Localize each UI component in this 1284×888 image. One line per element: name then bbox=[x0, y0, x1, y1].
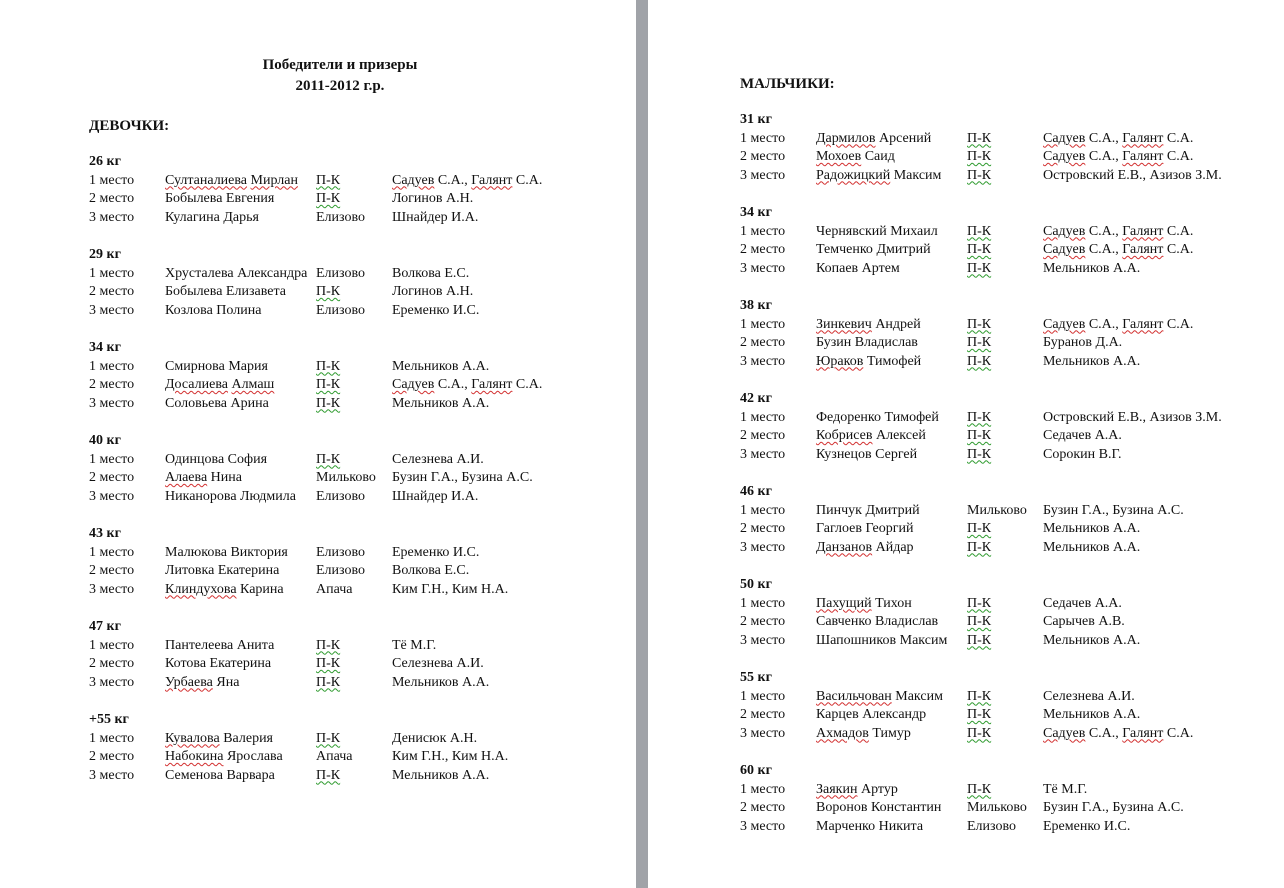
title-line-1: Победители и призеры bbox=[262, 57, 418, 73]
athlete-name: Урбаева Яна bbox=[165, 674, 240, 690]
coach-names: Мельников А.А. bbox=[392, 767, 490, 783]
place-label: 1 место bbox=[89, 358, 135, 374]
athlete-name: Досалиева Алмаш bbox=[165, 377, 275, 393]
club-name: Елизово bbox=[316, 209, 365, 225]
athlete-name: Алаева Нина bbox=[165, 470, 242, 486]
club-name: П-К bbox=[967, 167, 992, 183]
place-label: 1 место bbox=[89, 265, 135, 281]
coach-names: Мельников А.А. bbox=[1043, 260, 1141, 276]
result-row bbox=[89, 730, 478, 749]
coach-names: Бузин Г.А., Бузина А.С. bbox=[392, 470, 533, 486]
coach-names: Мельников А.А. bbox=[1043, 707, 1141, 723]
weight-category bbox=[89, 525, 509, 618]
athlete-name: Бузин Владислав bbox=[816, 335, 918, 351]
place-label: 1 место bbox=[89, 637, 135, 653]
club-name: П-К bbox=[967, 130, 992, 146]
place-label: 1 место bbox=[89, 172, 135, 188]
coach-names: Островский Е.В., Азизов З.М. bbox=[1043, 409, 1222, 425]
club-name: П-К bbox=[967, 149, 992, 165]
weight-category-label: 43 кг bbox=[89, 526, 121, 541]
place-label: 3 место bbox=[740, 818, 786, 834]
weight-category bbox=[740, 390, 1222, 483]
club-name: П-К bbox=[967, 781, 992, 797]
weight-category bbox=[740, 669, 1194, 762]
place-label: 3 место bbox=[89, 581, 135, 597]
club-name: Апача bbox=[316, 749, 353, 765]
club-name: П-К bbox=[967, 353, 992, 369]
weight-category bbox=[89, 432, 533, 525]
weight-category-label: 31 кг bbox=[740, 112, 772, 127]
coach-names: Бузин Г.А., Бузина А.С. bbox=[1043, 502, 1184, 518]
athlete-name: Радожицкий Максим bbox=[816, 167, 942, 183]
athlete-name: Шапошников Максим bbox=[816, 632, 948, 648]
coach-names: Еременко И.С. bbox=[392, 302, 480, 318]
club-name: П-К bbox=[967, 688, 992, 704]
place-label: 2 место bbox=[89, 284, 135, 300]
result-row bbox=[89, 302, 480, 321]
result-row bbox=[740, 539, 1141, 558]
result-row bbox=[740, 409, 1222, 428]
weight-category bbox=[740, 483, 1184, 576]
coach-names: Еременко И.С. bbox=[392, 544, 480, 560]
weight-category bbox=[740, 762, 1184, 855]
place-label: 1 место bbox=[740, 781, 786, 797]
result-row bbox=[89, 655, 484, 674]
athlete-name: Васильчован Максим bbox=[816, 688, 943, 704]
athlete-name: Хрусталева Александра bbox=[165, 265, 308, 281]
athlete-name: Султаналиева Мирлан bbox=[165, 172, 298, 188]
weight-category-label: 50 кг bbox=[740, 577, 772, 592]
weight-category bbox=[89, 711, 509, 804]
result-row bbox=[89, 637, 437, 656]
place-label: 3 место bbox=[740, 725, 786, 741]
coach-names: Мельников А.А. bbox=[1043, 539, 1141, 555]
athlete-name: Кобрисев Алексей bbox=[816, 428, 926, 444]
boys-heading: МАЛЬЧИКИ: bbox=[740, 76, 835, 92]
club-name: Мильково bbox=[967, 502, 1027, 518]
club-name: П-К bbox=[967, 316, 992, 332]
result-row bbox=[740, 241, 1194, 260]
page-gutter bbox=[636, 0, 648, 888]
club-name: Мильково bbox=[967, 800, 1027, 816]
club-name: П-К bbox=[967, 409, 992, 425]
result-row bbox=[740, 632, 1141, 651]
club-name: П-К bbox=[967, 707, 992, 723]
club-name: П-К bbox=[967, 223, 992, 239]
coach-names: Садуев С.А., Галянт С.А. bbox=[1043, 223, 1194, 239]
weight-category-label: 38 кг bbox=[740, 298, 772, 313]
place-label: 1 место bbox=[740, 595, 786, 611]
place-label: 2 место bbox=[89, 563, 135, 579]
place-label: 3 место bbox=[89, 209, 135, 225]
result-row bbox=[740, 446, 1122, 465]
place-label: 2 место bbox=[89, 191, 135, 207]
club-name: П-К bbox=[967, 539, 992, 555]
athlete-name: Семенова Варвара bbox=[165, 767, 275, 783]
coach-names: Бузин Г.А., Бузина А.С. bbox=[1043, 800, 1184, 816]
place-label: 3 место bbox=[740, 260, 786, 276]
coach-names: Сорокин В.Г. bbox=[1043, 446, 1122, 462]
result-row bbox=[740, 725, 1194, 744]
coach-names: Садуев С.А., Галянт С.А. bbox=[1043, 149, 1194, 165]
club-name: П-К bbox=[316, 451, 341, 467]
club-name: П-К bbox=[316, 656, 341, 672]
weight-category bbox=[740, 576, 1141, 669]
result-row bbox=[89, 283, 474, 302]
club-name: Елизово bbox=[967, 818, 1016, 834]
coach-names: Мельников А.А. bbox=[1043, 632, 1141, 648]
result-row bbox=[89, 581, 509, 600]
coach-names: Мельников А.А. bbox=[1043, 353, 1141, 369]
place-label: 2 место bbox=[89, 656, 135, 672]
coach-names: Мельников А.А. bbox=[392, 674, 490, 690]
weight-category-label: 47 кг bbox=[89, 619, 121, 634]
document-page-left bbox=[0, 0, 636, 888]
club-name: П-К bbox=[967, 260, 992, 276]
place-label: 2 место bbox=[740, 428, 786, 444]
result-row bbox=[89, 172, 543, 191]
boys-results bbox=[740, 111, 1222, 855]
club-name: П-К bbox=[316, 284, 341, 300]
result-row bbox=[89, 488, 479, 507]
place-label: 2 место bbox=[740, 242, 786, 258]
athlete-name: Марченко Никита bbox=[816, 818, 924, 834]
weight-category-label: 55 кг bbox=[740, 670, 772, 685]
place-label: 2 место bbox=[89, 377, 135, 393]
coach-names: Островский Е.В., Азизов З.М. bbox=[1043, 167, 1222, 183]
place-label: 2 место bbox=[740, 335, 786, 351]
coach-names: Денисюк А.Н. bbox=[392, 730, 478, 746]
place-label: 3 место bbox=[740, 539, 786, 555]
place-label: 2 место bbox=[740, 149, 786, 165]
result-row bbox=[740, 595, 1122, 614]
club-name: Елизово bbox=[316, 488, 365, 504]
club-name: П-К bbox=[967, 521, 992, 537]
result-row bbox=[740, 427, 1122, 446]
coach-names: Мельников А.А. bbox=[392, 395, 490, 411]
club-name: П-К bbox=[316, 674, 341, 690]
result-row bbox=[89, 451, 484, 470]
coach-names: Садуев С.А., Галянт С.А. bbox=[1043, 725, 1194, 741]
athlete-name: Гаглоев Георгий bbox=[816, 521, 914, 537]
place-label: 1 место bbox=[740, 409, 786, 425]
club-name: Апача bbox=[316, 581, 353, 597]
coach-names: Шнайдер И.А. bbox=[392, 488, 479, 504]
athlete-name: Соловьева Арина bbox=[165, 395, 269, 411]
title-line-2: 2011-2012 г.р. bbox=[295, 78, 385, 94]
athlete-name: Кувалова Валерия bbox=[165, 730, 273, 746]
coach-names: Тё М.Г. bbox=[1043, 781, 1088, 797]
club-name: П-К bbox=[967, 242, 992, 258]
place-label: 1 место bbox=[740, 316, 786, 332]
athlete-name: Козлова Полина bbox=[165, 302, 262, 318]
place-label: 2 место bbox=[740, 521, 786, 537]
weight-category-label: 34 кг bbox=[89, 340, 121, 355]
result-row bbox=[89, 544, 480, 563]
result-row bbox=[89, 190, 474, 209]
athlete-name: Одинцова София bbox=[165, 451, 268, 467]
place-label: 2 место bbox=[89, 470, 135, 486]
athlete-name: Пантелеева Анита bbox=[165, 637, 275, 653]
coach-names: Волкова Е.С. bbox=[392, 563, 470, 579]
club-name: Елизово bbox=[316, 265, 365, 281]
athlete-name: Карцев Александр bbox=[816, 707, 927, 723]
club-name: П-К bbox=[967, 614, 992, 630]
result-row bbox=[89, 265, 470, 284]
coach-names: Мельников А.А. bbox=[392, 358, 490, 374]
club-name: П-К bbox=[967, 335, 992, 351]
result-row bbox=[740, 502, 1184, 521]
coach-names: Селезнева А.И. bbox=[1043, 688, 1135, 704]
result-row bbox=[740, 520, 1141, 539]
athlete-name: Ахмадов Тимур bbox=[816, 725, 911, 741]
coach-names: Селезнева А.И. bbox=[392, 656, 484, 672]
athlete-name: Заякин Артур bbox=[816, 781, 898, 797]
club-name: Мильково bbox=[316, 470, 376, 486]
girls-results bbox=[89, 153, 543, 804]
athlete-name: Савченко Владислав bbox=[816, 614, 939, 630]
club-name: П-К bbox=[967, 595, 992, 611]
athlete-name: Кулагина Дарья bbox=[165, 209, 259, 225]
athlete-name: Юраков Тимофей bbox=[816, 353, 922, 369]
result-row bbox=[740, 334, 1123, 353]
result-row bbox=[740, 613, 1125, 632]
athlete-name: Зинкевич Андрей bbox=[816, 316, 921, 332]
coach-names: Мельников А.А. bbox=[1043, 521, 1141, 537]
place-label: 3 место bbox=[740, 353, 786, 369]
coach-names: Логинов А.Н. bbox=[392, 284, 474, 300]
athlete-name: Копаев Артем bbox=[816, 260, 900, 276]
weight-category-label: 46 кг bbox=[740, 484, 772, 499]
coach-names: Садуев С.А., Галянт С.А. bbox=[1043, 242, 1194, 258]
club-name: П-К bbox=[967, 428, 992, 444]
coach-names: Седачев А.А. bbox=[1043, 595, 1122, 611]
place-label: 3 место bbox=[89, 302, 135, 318]
athlete-name: Набокина Ярослава bbox=[165, 749, 283, 765]
document-page-right bbox=[648, 0, 1284, 888]
athlete-name: Бобылева Елизавета bbox=[165, 284, 286, 300]
place-label: 2 место bbox=[740, 707, 786, 723]
place-label: 3 место bbox=[89, 488, 135, 504]
club-name: П-К bbox=[316, 377, 341, 393]
result-row bbox=[740, 316, 1194, 335]
coach-names: Садуев С.А., Галянт С.А. bbox=[1043, 316, 1194, 332]
athlete-name: Федоренко Тимофей bbox=[816, 409, 939, 425]
athlete-name: Темченко Дмитрий bbox=[816, 242, 931, 258]
athlete-name: Никанорова Людмила bbox=[165, 488, 296, 504]
weight-category bbox=[740, 297, 1194, 390]
place-label: 2 место bbox=[740, 800, 786, 816]
result-row bbox=[89, 376, 543, 395]
place-label: 3 место bbox=[740, 632, 786, 648]
result-row bbox=[740, 818, 1131, 837]
place-label: 2 место bbox=[89, 749, 135, 765]
weight-category-label: 40 кг bbox=[89, 433, 121, 448]
result-row bbox=[740, 706, 1141, 725]
result-row bbox=[740, 781, 1088, 800]
club-name: П-К bbox=[316, 730, 341, 746]
result-row bbox=[89, 767, 490, 786]
club-name: Елизово bbox=[316, 302, 365, 318]
result-row bbox=[740, 353, 1141, 372]
place-label: 1 место bbox=[89, 451, 135, 467]
weight-category-label: 29 кг bbox=[89, 247, 121, 262]
coach-names: Сарычев А.В. bbox=[1043, 614, 1125, 630]
athlete-name: Клиндухова Карина bbox=[165, 581, 284, 597]
athlete-name: Дармилов Арсений bbox=[816, 130, 932, 146]
weight-category bbox=[89, 618, 490, 711]
weight-category bbox=[89, 246, 480, 339]
place-label: 1 место bbox=[740, 688, 786, 704]
coach-names: Тё М.Г. bbox=[392, 637, 437, 653]
coach-names: Еременко И.С. bbox=[1043, 818, 1131, 834]
result-row bbox=[740, 223, 1194, 242]
coach-names: Седачев А.А. bbox=[1043, 428, 1122, 444]
coach-names: Буранов Д.А. bbox=[1043, 335, 1123, 351]
result-row bbox=[89, 395, 490, 414]
athlete-name: Кузнецов Сергей bbox=[816, 446, 918, 462]
place-label: 1 место bbox=[89, 730, 135, 746]
athlete-name: Литовка Екатерина bbox=[165, 563, 280, 579]
place-label: 3 место bbox=[740, 446, 786, 462]
weight-category-label: 60 кг bbox=[740, 763, 772, 778]
place-label: 3 место bbox=[740, 167, 786, 183]
athlete-name: Смирнова Мария bbox=[165, 358, 268, 374]
result-row bbox=[740, 167, 1222, 186]
coach-names: Садуев С.А., Галянт С.А. bbox=[392, 172, 543, 188]
place-label: 3 место bbox=[89, 767, 135, 783]
coach-names: Ким Г.Н., Ким Н.А. bbox=[392, 749, 509, 765]
athlete-name: Мохоев Саид bbox=[816, 149, 895, 165]
result-row bbox=[740, 148, 1194, 167]
place-label: 2 место bbox=[740, 614, 786, 630]
place-label: 1 место bbox=[89, 544, 135, 560]
club-name: П-К bbox=[967, 446, 992, 462]
coach-names: Садуев С.А., Галянт С.А. bbox=[1043, 130, 1194, 146]
weight-category-label: +55 кг bbox=[89, 712, 129, 727]
athlete-name: Пинчук Дмитрий bbox=[816, 502, 920, 518]
club-name: Елизово bbox=[316, 563, 365, 579]
result-row bbox=[89, 209, 479, 228]
result-row bbox=[740, 130, 1194, 149]
place-label: 1 место bbox=[740, 130, 786, 146]
weight-category-label: 34 кг bbox=[740, 205, 772, 220]
result-row bbox=[89, 562, 470, 581]
document-title bbox=[0, 55, 636, 97]
result-row bbox=[740, 688, 1135, 707]
result-row bbox=[89, 674, 490, 693]
club-name: Елизово bbox=[316, 544, 365, 560]
girls-heading: ДЕВОЧКИ: bbox=[89, 118, 170, 134]
club-name: П-К bbox=[316, 191, 341, 207]
athlete-name: Бобылева Евгения bbox=[165, 191, 275, 207]
coach-names: Шнайдер И.А. bbox=[392, 209, 479, 225]
athlete-name: Малюкова Виктория bbox=[165, 544, 288, 560]
coach-names: Селезнева А.И. bbox=[392, 451, 484, 467]
club-name: П-К bbox=[316, 767, 341, 783]
result-row bbox=[89, 358, 490, 377]
club-name: П-К bbox=[967, 632, 992, 648]
weight-category bbox=[740, 111, 1222, 204]
place-label: 3 место bbox=[89, 395, 135, 411]
club-name: П-К bbox=[316, 637, 341, 653]
club-name: П-К bbox=[967, 725, 992, 741]
place-label: 1 место bbox=[740, 502, 786, 518]
result-row bbox=[740, 799, 1184, 818]
club-name: П-К bbox=[316, 395, 341, 411]
weight-category-label: 42 кг bbox=[740, 391, 772, 406]
coach-names: Волкова Е.С. bbox=[392, 265, 470, 281]
coach-names: Садуев С.А., Галянт С.А. bbox=[392, 377, 543, 393]
athlete-name: Чернявский Михаил bbox=[816, 223, 938, 239]
result-row bbox=[740, 260, 1141, 279]
place-label: 3 место bbox=[89, 674, 135, 690]
athlete-name: Пахущий Тихон bbox=[816, 595, 912, 611]
coach-names: Логинов А.Н. bbox=[392, 191, 474, 207]
athlete-name: Воронов Константин bbox=[816, 800, 942, 816]
athlete-name: Котова Екатерина bbox=[165, 656, 272, 672]
club-name: П-К bbox=[316, 172, 341, 188]
weight-category-label: 26 кг bbox=[89, 154, 121, 169]
place-label: 1 место bbox=[740, 223, 786, 239]
weight-category bbox=[89, 153, 543, 246]
athlete-name: Данзанов Айдар bbox=[816, 539, 914, 555]
weight-category bbox=[740, 204, 1194, 297]
club-name: П-К bbox=[316, 358, 341, 374]
result-row bbox=[89, 748, 509, 767]
result-row bbox=[89, 469, 533, 488]
coach-names: Ким Г.Н., Ким Н.А. bbox=[392, 581, 509, 597]
weight-category bbox=[89, 339, 543, 432]
